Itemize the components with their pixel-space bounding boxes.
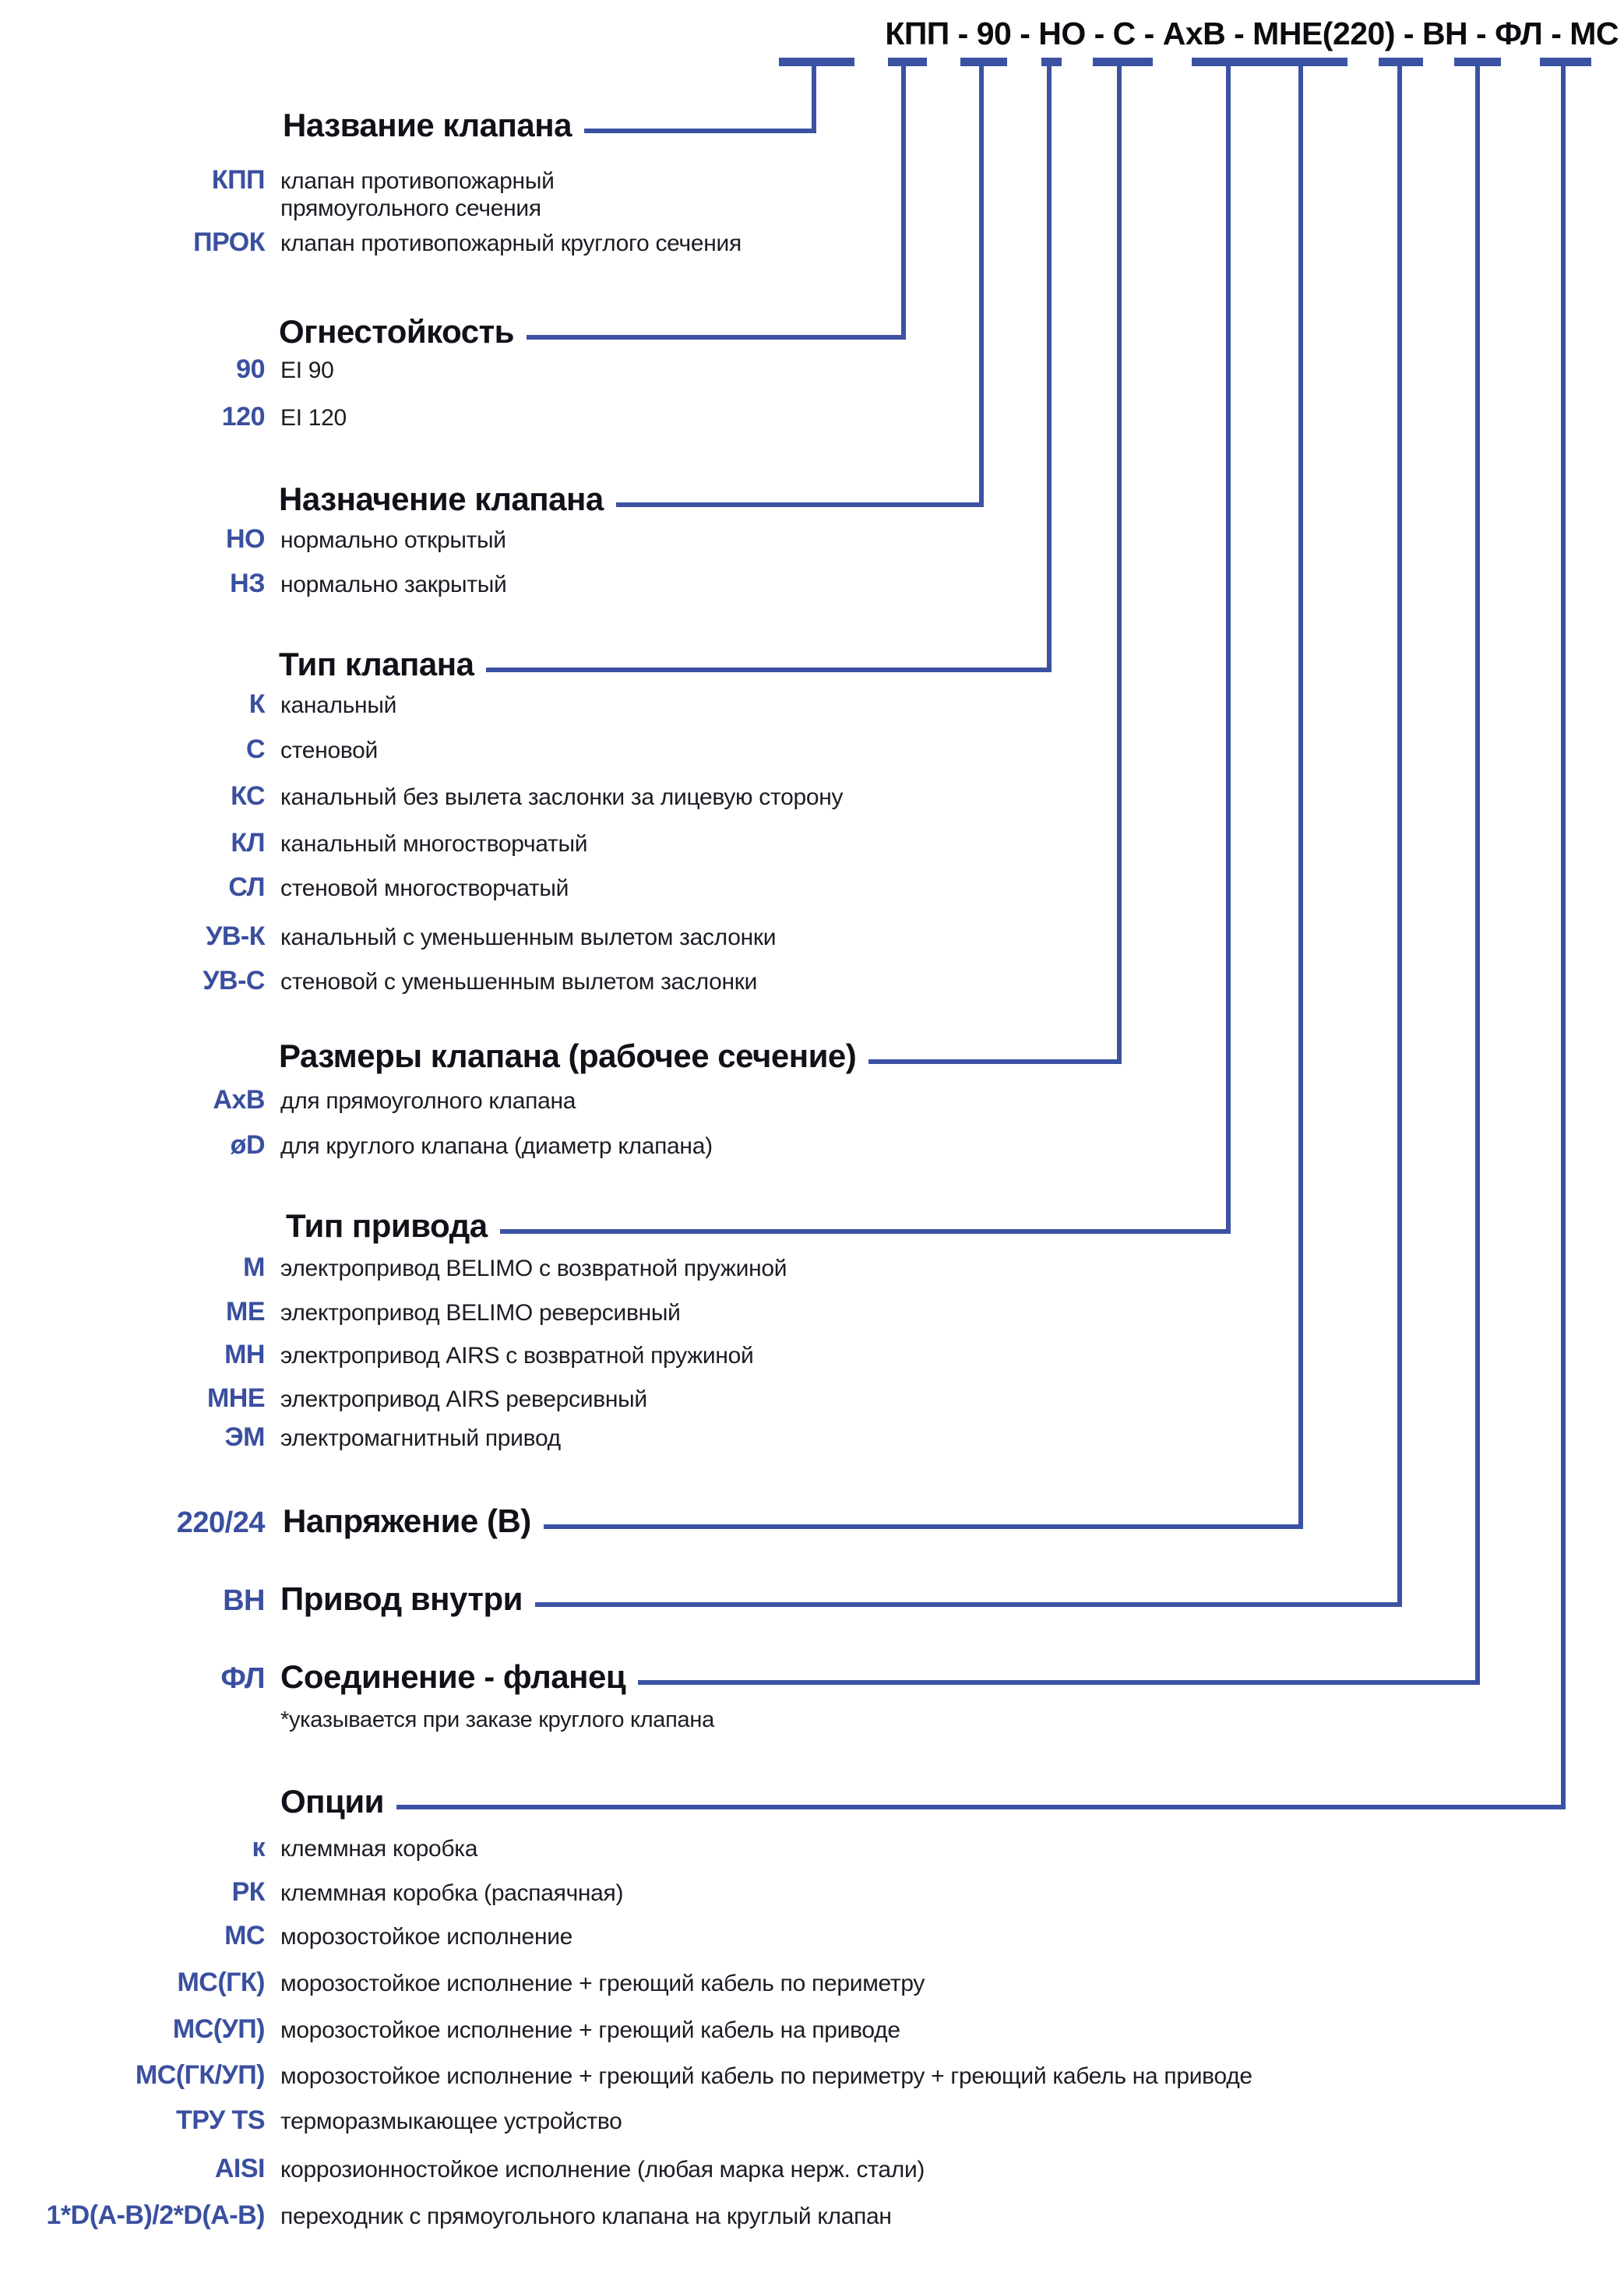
code-description-diameter-d: для круглого клапана (диаметр клапана) bbox=[280, 1133, 713, 1159]
section-header-valve-name: Название клапана bbox=[283, 107, 572, 143]
section-header-drive-inside: Привод внутри bbox=[280, 1580, 523, 1617]
code-label-uv-s: УВ-С bbox=[203, 966, 265, 995]
code-description-ms-gk: морозостойкое исполнение + греющий кабель по периметру bbox=[280, 1971, 925, 1996]
code-segment-bar-90 bbox=[888, 58, 927, 66]
code-label-prok: ПРОК bbox=[193, 227, 265, 257]
connector-vline-voltage bbox=[1298, 66, 1303, 1525]
connector-vline-flange bbox=[1475, 66, 1480, 1682]
code-description-ms-gk-up: морозостойкое исполнение + греющий кабель по периметру + греющий кабель на приводе bbox=[280, 2063, 1252, 2089]
code-description-k: канальный bbox=[280, 692, 397, 718]
code-label-m: М bbox=[243, 1253, 265, 1282]
code-segment-bar-s bbox=[1041, 58, 1062, 66]
flange-footnote: *указывается при заказе круглого клапана bbox=[280, 1707, 714, 1732]
connector-vline-purpose bbox=[979, 66, 984, 506]
section-header-options: Опции bbox=[280, 1783, 384, 1820]
code-segment-bar-vn bbox=[1379, 58, 1423, 66]
section-header-voltage: Напряжение (В) bbox=[283, 1503, 531, 1539]
code-description-m: электропривод BELIMO с возвратной пружиной bbox=[280, 1256, 787, 1281]
code-description-tru-ts: терморазмыкающее устройство bbox=[280, 2109, 622, 2134]
code-label-kpp: КПП bbox=[211, 165, 265, 195]
code-label-diameter-d: øD bbox=[230, 1130, 265, 1160]
code-label-sl: СЛ bbox=[228, 872, 265, 902]
connector-hline-drive-type bbox=[500, 1229, 1231, 1234]
code-label-ks: КС bbox=[231, 781, 265, 811]
code-description-ms: морозостойкое исполнение bbox=[280, 1924, 573, 1950]
code-label-nz: НЗ bbox=[230, 569, 265, 598]
connector-vline-driveinside bbox=[1397, 66, 1402, 1605]
code-label-opt-k: к bbox=[252, 1833, 265, 1862]
code-label-ms-gk: МС(ГК) bbox=[177, 1968, 265, 1997]
code-label-adapter: 1*D(A-B)/2*D(A-B) bbox=[46, 2200, 265, 2230]
connector-hline-fire-resistance bbox=[527, 335, 906, 340]
code-label-em: ЭМ bbox=[224, 1422, 265, 1452]
code-label-120: 120 bbox=[221, 402, 265, 432]
connector-hline-voltage bbox=[544, 1524, 1303, 1529]
code-segment-bar-mne220 bbox=[1192, 58, 1347, 66]
code-description-rk: клеммная коробка (распаячная) bbox=[280, 1880, 624, 1906]
connector-hline-drive-inside bbox=[535, 1602, 1402, 1607]
connector-hline-valve-size bbox=[868, 1059, 1122, 1064]
code-description-sl: стеновой многостворчатый bbox=[280, 876, 569, 901]
section-header-valve-type: Тип клапана bbox=[279, 646, 474, 682]
code-description-em: электромагнитный привод bbox=[280, 1425, 561, 1451]
code-description-90: EI 90 bbox=[280, 358, 334, 383]
code-segment-bar-kpp bbox=[779, 58, 854, 66]
code-description-no: нормально открытый bbox=[280, 527, 506, 553]
code-description-aisi: коррозионностойкое исполнение (любая марка нерж. стали) bbox=[280, 2157, 925, 2183]
connector-hline-flange bbox=[638, 1680, 1480, 1685]
code-segment-bar-axb bbox=[1093, 58, 1153, 66]
code-description-kl: канальный многостворчатый bbox=[280, 831, 588, 857]
code-label-tru-ts: ТРУ TS bbox=[175, 2105, 265, 2135]
section-header-valve-size: Размеры клапана (рабочее сечение) bbox=[279, 1038, 857, 1074]
code-label-axb: АхВ bbox=[213, 1085, 265, 1115]
code-description-uv-s: стеновой с уменьшенным вылетом заслонки bbox=[280, 969, 758, 995]
code-label-uv-k: УВ-К bbox=[206, 921, 265, 951]
connector-hline-valve-type bbox=[486, 668, 1052, 672]
code-description-nz: нормально закрытый bbox=[280, 572, 507, 597]
connector-hline-valve-name bbox=[584, 129, 816, 133]
code-description-axb: для прямоуголного клапана bbox=[280, 1088, 576, 1114]
code-label-ms-gk-up: МС(ГК/УП) bbox=[135, 2060, 265, 2090]
code-label-vn: ВН bbox=[223, 1584, 265, 1617]
code-description-s: стеновой bbox=[280, 738, 378, 763]
connector-hline-valve-purpose bbox=[616, 502, 984, 507]
code-segment-bar-ms bbox=[1540, 58, 1591, 66]
connector-vline-drivetype bbox=[1226, 66, 1231, 1233]
code-label-no: НО bbox=[226, 524, 265, 554]
code-label-s: С bbox=[245, 735, 265, 764]
connector-vline-size bbox=[1117, 66, 1122, 1063]
code-description-mn: электропривод AIRS с возвратной пружиной bbox=[280, 1343, 754, 1369]
section-header-flange: Соединение - фланец bbox=[280, 1658, 626, 1695]
section-header-valve-purpose: Назначение клапана bbox=[279, 481, 604, 517]
code-label-k: К bbox=[248, 689, 265, 719]
connector-vline-fire bbox=[901, 66, 906, 339]
code-description-ks: канальный без вылета заслонки за лицевую сторону bbox=[280, 784, 844, 810]
code-label-kl: КЛ bbox=[231, 828, 265, 858]
code-description-adapter: переходник с прямоугольного клапана на круглый клапан bbox=[280, 2204, 892, 2229]
connector-hline-options bbox=[396, 1805, 1566, 1809]
code-segment-bar-no bbox=[960, 58, 1007, 66]
code-description-prok: клапан противопожарный круглого сечения bbox=[280, 231, 742, 256]
code-label-me: МЕ bbox=[226, 1297, 265, 1326]
code-label-voltage: 220/24 bbox=[176, 1506, 265, 1539]
code-description-kpp: клапан противопожарный прямоугольного сечения bbox=[280, 168, 555, 222]
code-description-120: EI 120 bbox=[280, 405, 347, 431]
code-label-ms-up: МС(УП) bbox=[172, 2014, 265, 2044]
code-label-90: 90 bbox=[236, 354, 265, 384]
code-label-mn: МН bbox=[224, 1340, 265, 1369]
code-description-me: электропривод BELIMO реверсивный bbox=[280, 1300, 681, 1326]
code-label-rk: РК bbox=[231, 1877, 265, 1907]
code-description-mne: электропривод AIRS реверсивный bbox=[280, 1386, 647, 1412]
code-description-ms-up: морозостойкое исполнение + греющий кабель на приводе bbox=[280, 2017, 900, 2043]
section-header-fire-resistance: Огнестойкость bbox=[279, 313, 514, 350]
code-segment-bar-fl bbox=[1454, 58, 1501, 66]
section-header-drive-type: Тип привода bbox=[286, 1207, 488, 1244]
code-label-ms: МС bbox=[224, 1921, 265, 1950]
connector-vline-options bbox=[1561, 66, 1566, 1807]
code-label-mne: МНЕ bbox=[206, 1383, 265, 1413]
product-code-title: КПП - 90 - НО - С - АхВ - МНЕ(220) - ВН - ФЛ - МС bbox=[885, 16, 1619, 51]
connector-vline-valvetype bbox=[1047, 66, 1052, 670]
code-description-opt-k: клеммная коробка bbox=[280, 1836, 478, 1862]
code-label-aisi: AISI bbox=[214, 2154, 265, 2183]
code-label-fl: ФЛ bbox=[220, 1662, 265, 1695]
code-description-uv-k: канальный с уменьшенным вылетом заслонки bbox=[280, 925, 777, 950]
